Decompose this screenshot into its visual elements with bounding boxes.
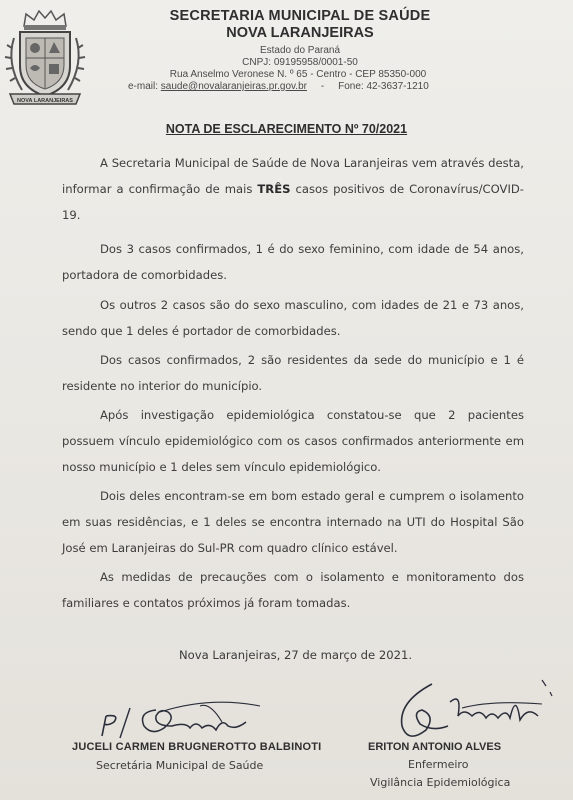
paragraph-residence — [62, 347, 524, 399]
paragraph-measures — [62, 564, 524, 616]
p1-bold-count: TRÊS — [257, 182, 291, 196]
paragraph-investigation — [62, 402, 524, 480]
p5-text: Após investigação epidemiológica constatou-se que 2 pacientes possuem vínculo epidemiológico com os casos confirmados anteriormente em nosso município e 1 deles sem vínculo epidemiológico. — [62, 408, 524, 474]
signature-secretary — [60, 692, 270, 742]
p7-text: As medidas de precauções com o isolamento e monitoramento dos familiares e contatos próximos já foram tomadas. — [62, 570, 524, 610]
signatory-2-name: ERITON ANTONIO ALVES — [368, 741, 502, 753]
org-cnpj: CNPJ: 09195958/0001-50 — [242, 57, 358, 68]
p1-text-after: casos positivos de Coronavírus/COVID-19. — [62, 182, 524, 222]
contact-separator: - — [320, 81, 325, 92]
org-address: Rua Anselmo Veronese N. º 65 - Centro - CEP 85350-000 — [169, 69, 427, 80]
org-contact — [128, 81, 488, 92]
signatory-2-role: Enfermeiro — [408, 758, 469, 771]
signature-nurse — [392, 672, 562, 744]
signatory-2-department: Vigilância Epidemiológica — [370, 776, 511, 789]
paragraph-case-male — [62, 292, 524, 344]
paragraph-announcement — [62, 150, 524, 228]
email-link[interactable]: saude@novalaranjeiras.pr.gov.br — [160, 81, 307, 92]
signatory-1-role: Secretária Municipal de Saúde — [96, 759, 264, 772]
org-state: Estado do Paraná — [259, 45, 341, 56]
phone-text: Fone: 42-3637-1210 — [338, 81, 429, 92]
place-date: Nova Laranjeiras, 27 de março de 2021. — [178, 648, 413, 662]
paragraph-case-female — [62, 236, 524, 288]
p3-text: Os outros 2 casos são do sexo masculino, com idades de 21 e 73 anos, sendo que 1 deles é portador de comorbidades. — [62, 298, 524, 338]
email-label: e-mail: — [128, 81, 161, 92]
p1-text-before: A Secretaria Municipal de Saúde de Nova Laranjeiras vem através desta, informar a confirmação de mais — [62, 156, 524, 196]
crest-ribbon-text: NOVA LARANJEIRAS — [17, 98, 73, 104]
p4-text: Dos casos confirmados, 2 são residentes da sede do município e 1 é residente no interior do município. — [62, 353, 524, 393]
p6-text: Dois deles encontram-se em bom estado geral e cumprem o isolamento em suas residências, e 1 deles se encontra internado na UTI do Hospital São José em Laranjeiras do Sul-PR com quadro clínico estável. — [62, 489, 524, 555]
document-title: NOTA DE ESCLARECIMENTO Nº 70/2021 — [165, 122, 408, 136]
org-city: NOVA LARANJEIRAS — [226, 25, 374, 41]
paragraph-status — [62, 483, 524, 561]
coat-of-arms-icon — [4, 8, 86, 108]
signatory-1-name: JUCELI CARMEN BRUGNEROTTO BALBINOTI — [72, 741, 322, 753]
org-name: SECRETARIA MUNICIPAL DE SAÚDE — [169, 8, 431, 24]
p2-text: Dos 3 casos confirmados, 1 é do sexo feminino, com idade de 54 anos, portadora de comorbidades. — [62, 242, 524, 282]
